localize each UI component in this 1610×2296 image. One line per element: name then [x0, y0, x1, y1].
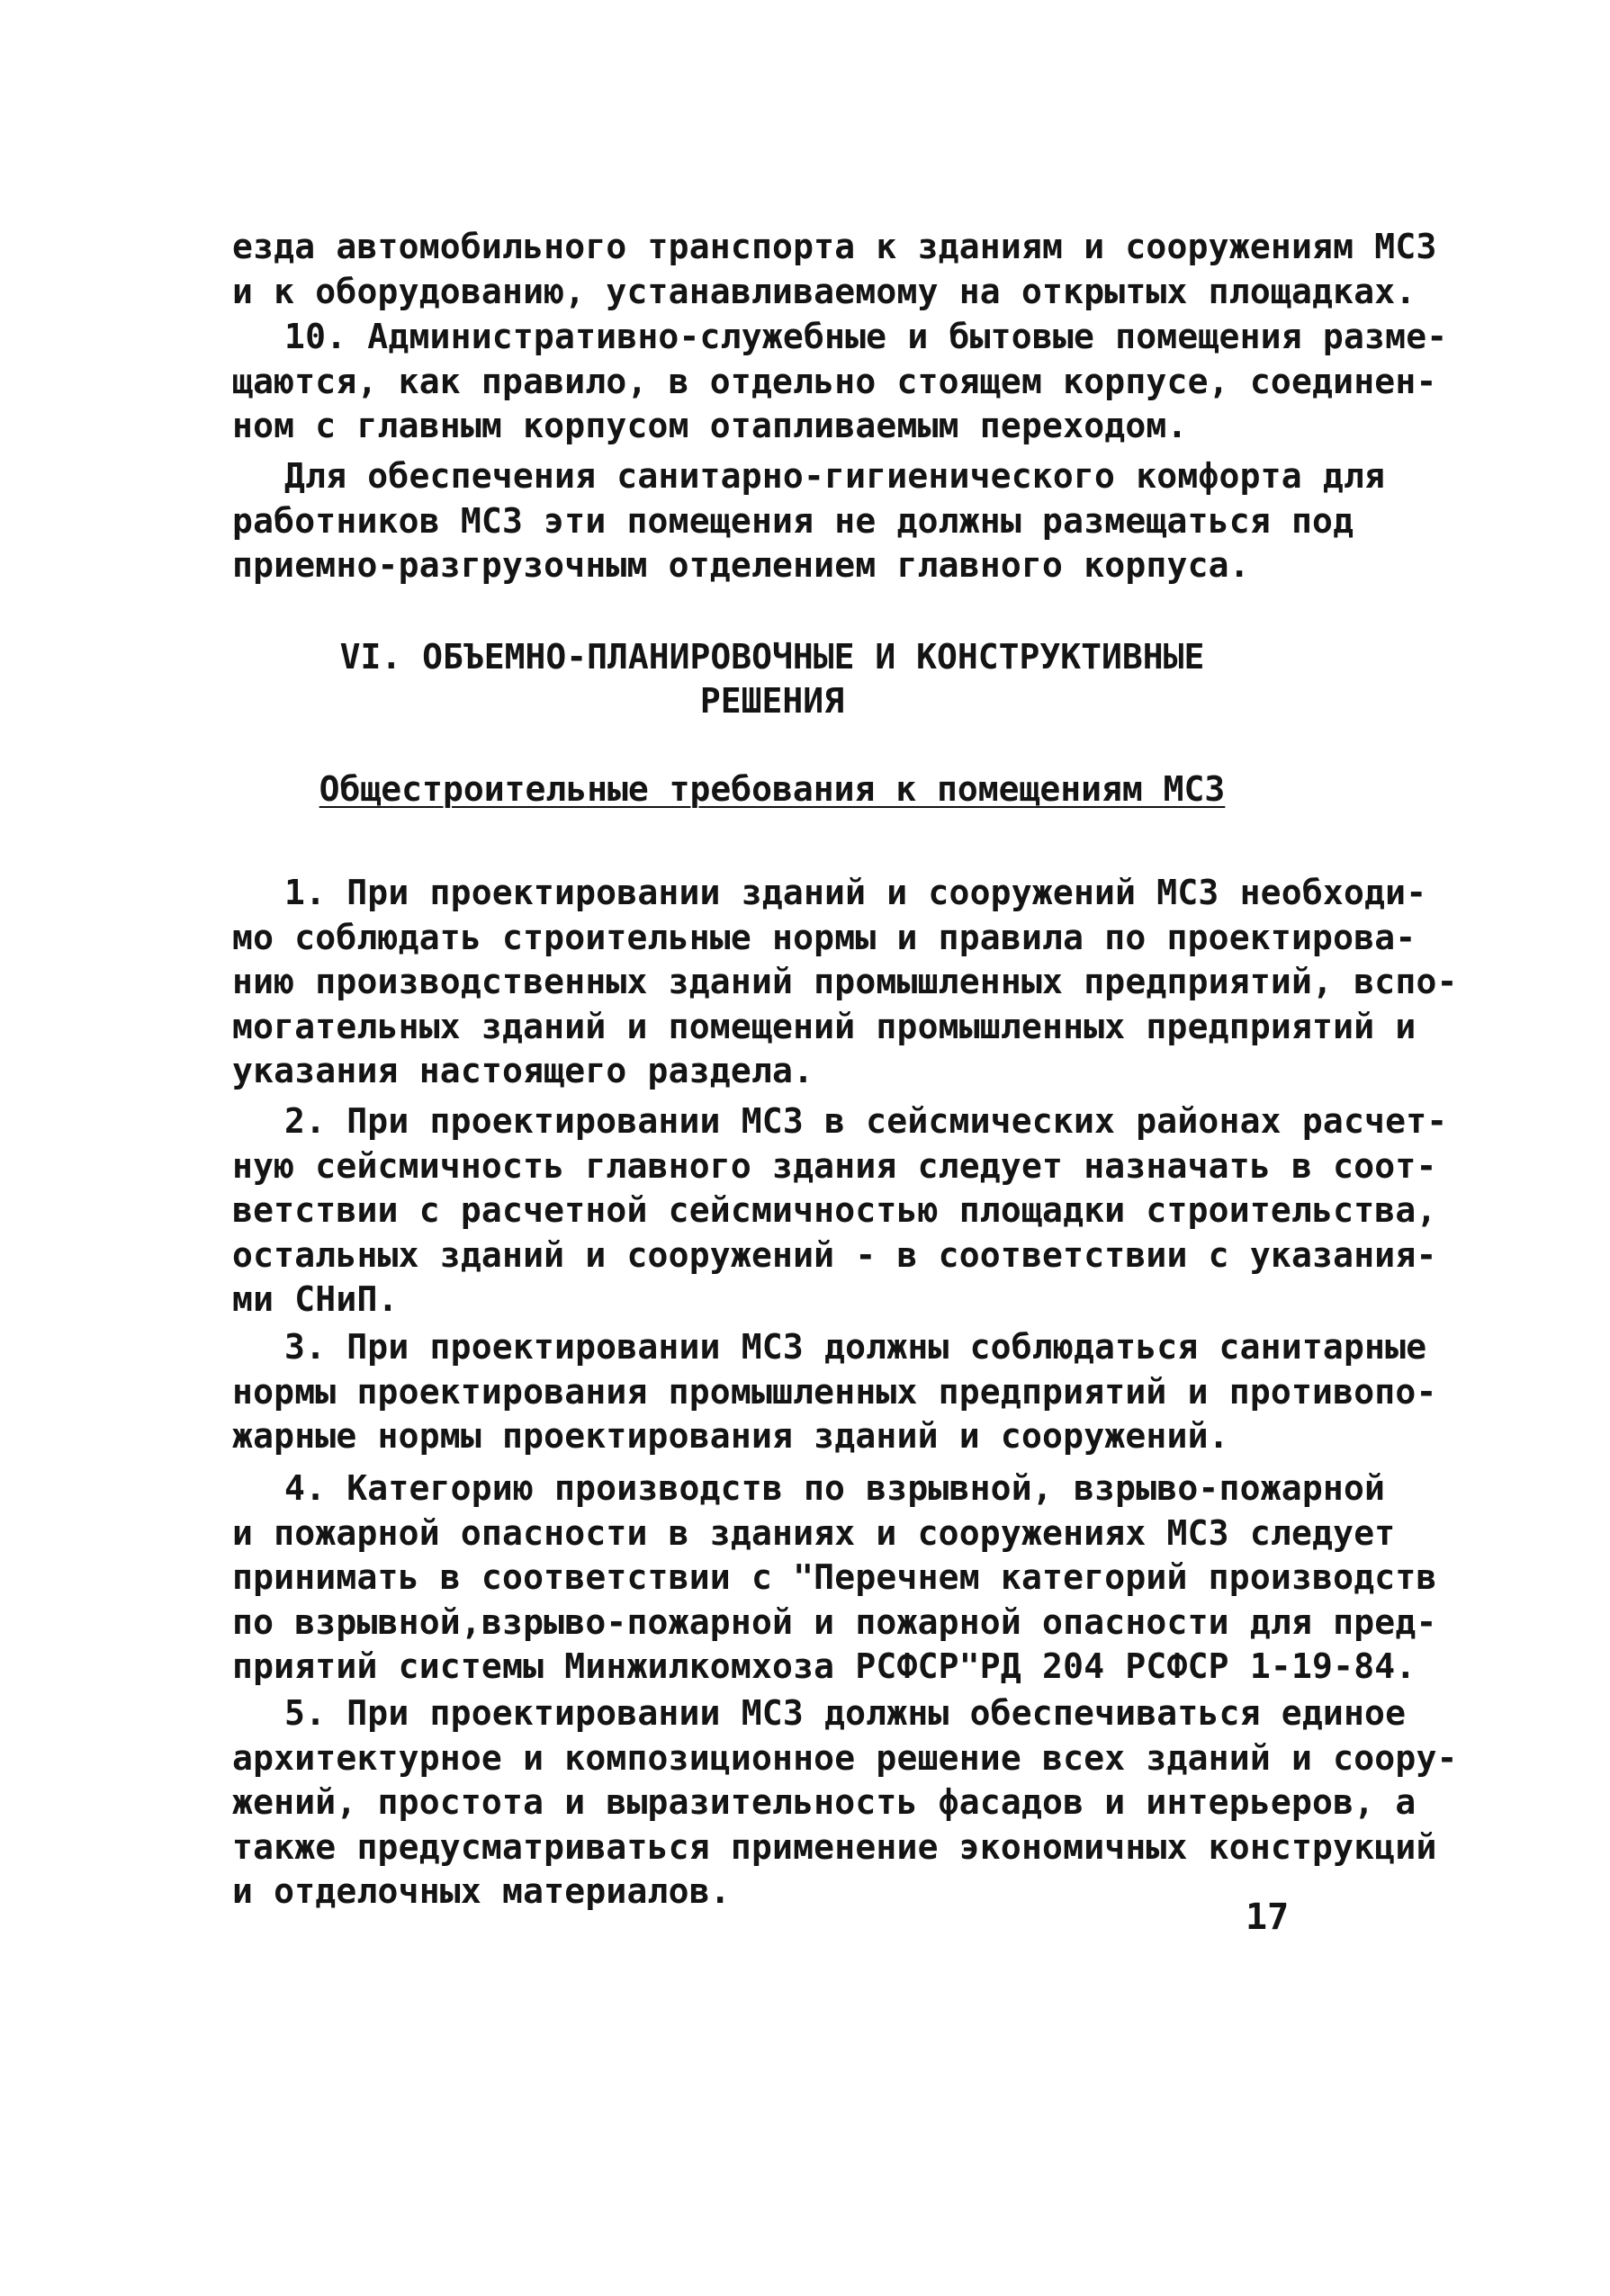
- item-4-line-2: и пожарной опасности в зданиях и сооружениях МСЗ следует: [232, 1512, 1396, 1553]
- item-2-paragraph: [232, 1099, 1448, 1323]
- item-3-line-2: нормы проектирования промышленных предприятий и противопо-: [232, 1371, 1437, 1412]
- item-2-line-1: 2. При проектировании МСЗ в сейсмических районах расчет-: [284, 1101, 1448, 1141]
- section-title-line-1: VI. ОБЪЕМНО-ПЛАНИРОВОЧНЫЕ И КОНСТРУКТИВНЫЕ: [339, 637, 1205, 677]
- page-number: 17: [1246, 1897, 1290, 1938]
- intro-line-2: и к оборудованию, устанавливаемому на открытых площадках.: [232, 271, 1417, 311]
- item-3-line-3: жарные нормы проектирования зданий и сооружений.: [232, 1416, 1229, 1456]
- item-10-line-1: 10. Административно-служебные и бытовые помещения разме-: [284, 317, 1448, 356]
- item-4-line-1: 4. Категорию производств по взрывной, взрыво-пожарной: [284, 1468, 1386, 1508]
- item-2-line-2: ную сейсмичность главного здания следует назначать в соот-: [232, 1145, 1437, 1186]
- item-4-line-4: по взрывной,взрыво-пожарной и пожарной опасности для пред-: [232, 1601, 1437, 1642]
- item-5-paragraph: [232, 1691, 1458, 1915]
- section-title-line-2: РЕШЕНИЯ: [699, 681, 845, 721]
- intro-line-1: езда автомобильного транспорта к зданиям и сооружениям МСЗ: [232, 227, 1437, 266]
- item-1-line-3: нию производственных зданий промышленных предприятий, вспо-: [232, 962, 1458, 1001]
- item-1-line-2: мо соблюдать строительные нормы и правила по проектирова-: [232, 917, 1417, 957]
- item-10-paragraph: [232, 315, 1448, 449]
- item-1-line-1: 1. При проектировании зданий и сооружений МСЗ необходи-: [284, 873, 1427, 912]
- section-subheading: [232, 767, 1312, 812]
- item-3-paragraph: [232, 1325, 1437, 1459]
- section-subtitle: Общестроительные требования к помещениям МСЗ: [319, 769, 1226, 809]
- comfort-paragraph: [232, 454, 1386, 588]
- item-4-line-3: принимать в соответствии с "Перечнем категорий производств: [232, 1557, 1437, 1597]
- item-5-line-1: 5. При проектировании МСЗ должны обеспечиваться единое: [284, 1693, 1407, 1733]
- item-2-line-4: остальных зданий и сооружений - в соответствии с указания-: [232, 1234, 1437, 1275]
- item-4-paragraph: [232, 1466, 1437, 1690]
- comfort-line-3: приемно-разгрузочным отделением главного корпуса.: [232, 545, 1250, 585]
- item-2-line-5: ми СНиП.: [232, 1279, 399, 1319]
- section-heading: [232, 635, 1312, 723]
- comfort-line-2: работников МСЗ эти помещения не должны размещаться под: [232, 500, 1354, 541]
- item-3-line-1: 3. При проектировании МСЗ должны соблюдаться санитарные: [284, 1327, 1427, 1367]
- item-1-line-4: могательных зданий и помещений промышленных предприятий и: [232, 1006, 1417, 1046]
- item-4-line-5: приятий системы Минжилкомхоза РСФСР"РД 204 РСФСР 1-19-84.: [232, 1646, 1417, 1686]
- item-10-line-3: ном с главным корпусом отапливаемым переходом.: [232, 406, 1188, 445]
- comfort-line-1: Для обеспечения санитарно-гигиенического комфорта для: [284, 456, 1386, 496]
- intro-paragraph: [232, 225, 1437, 314]
- item-5-line-5: и отделочных материалов.: [232, 1871, 731, 1911]
- item-2-line-3: ветствии с расчетной сейсмичностью площадки строительства,: [232, 1190, 1437, 1230]
- item-5-line-3: жений, простота и выразительность фасадов и интерьеров, а: [232, 1782, 1417, 1822]
- item-1-paragraph: [232, 871, 1458, 1094]
- item-1-line-5: указания настоящего раздела.: [232, 1051, 814, 1090]
- item-10-line-2: щаются, как правило, в отдельно стоящем корпусе, соединен-: [232, 361, 1437, 401]
- item-5-line-4: также предусматриваться применение экономичных конструкций: [232, 1826, 1437, 1867]
- item-5-line-2: архитектурное и композиционное решение всех зданий и соору-: [232, 1737, 1458, 1778]
